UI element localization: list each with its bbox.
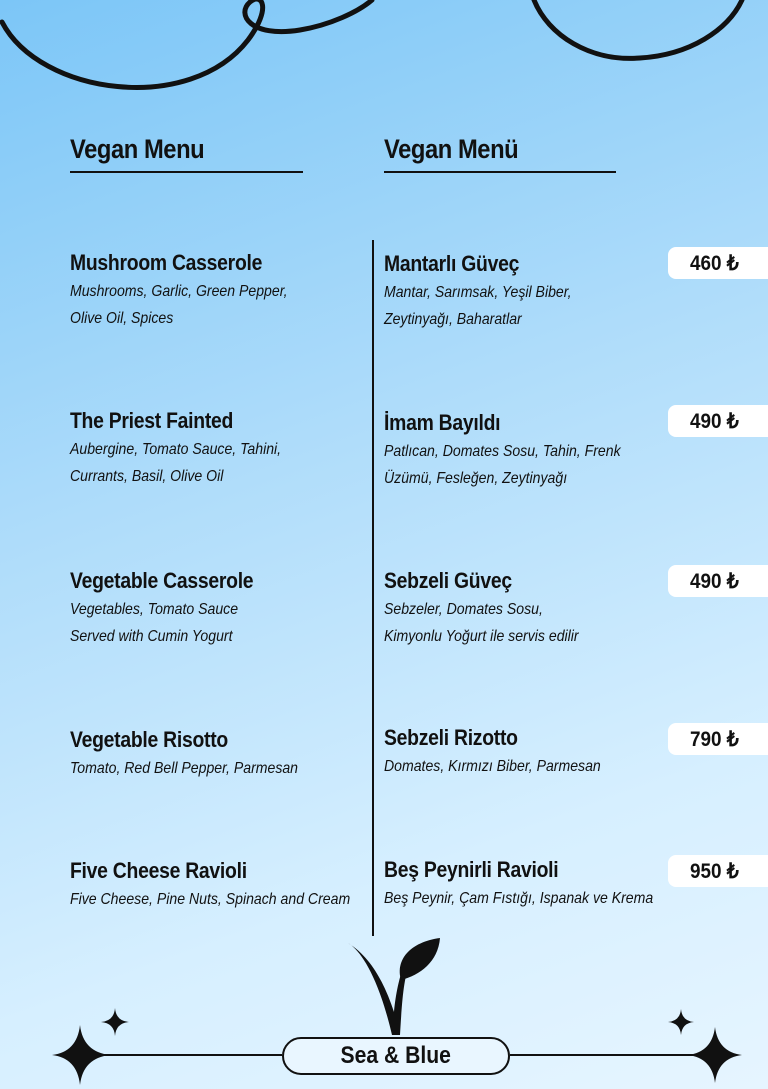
item-name: Sebzeli Güveç [384,568,512,593]
item-name: Vegetable Risotto [70,727,228,752]
item-description: Mushrooms, Garlic, Green Pepper, Olive Oil, Spices [70,283,288,327]
item-name: Five Cheese Ravioli [70,858,247,883]
menu-item-en [70,727,400,782]
heading-underline-english [70,171,303,173]
menu-item-en [70,408,400,490]
heading-english: Vegan Menu [70,134,205,164]
sparkle-star-icon [101,1008,129,1036]
price-tag: 460 ₺ [668,247,768,279]
item-name: Sebzeli Rizotto [384,725,518,750]
sparkle-star-icon [668,1009,694,1035]
item-description: Aubergine, Tomato Sauce, Tahini, Currants, Basil, Olive Oil [70,441,282,485]
menu-item-en [70,568,400,650]
sparkle-star-icon [52,1025,110,1085]
sparkle-star-icon [688,1027,742,1083]
menu-item-tr [384,568,714,650]
item-description: Domates, Kırmızı Biber, Parmesan [384,758,601,775]
item-name: Mantarlı Güveç [384,251,520,276]
item-name: Vegetable Casserole [70,568,254,593]
vegan-v-leaf-icon [348,938,440,1035]
item-name: Beş Peynirli Ravioli [384,857,559,882]
item-name: The Priest Fainted [70,408,234,433]
price-tag: 490 ₺ [668,565,768,597]
heading-underline-turkish [384,171,616,173]
item-description: Five Cheese, Pine Nuts, Spinach and Cream [70,891,351,908]
item-description: Mantar, Sarımsak, Yeşil Biber, Zeytinyağı, Baharatlar [384,284,572,328]
item-description: Tomato, Red Bell Pepper, Parmesan [70,760,299,777]
swirl-decoration [0,0,768,110]
heading-turkish: Vegan Menü [384,134,519,164]
item-description: Patlıcan, Domates Sosu, Tahin, Frenk Üzümü, Fesleğen, Zeytinyağı [384,443,621,487]
brand-name: Sea & Blue [282,1037,510,1075]
menu-item-tr [384,251,714,333]
menu-item-en [70,858,430,913]
price-tag: 950 ₺ [668,855,768,887]
item-name: Mushroom Casserole [70,250,263,275]
menu-item-tr [384,410,714,492]
item-description: Vegetables, Tomato Sauce Served with Cumin Yogurt [70,601,239,645]
item-description: Sebzeler, Domates Sosu, Kimyonlu Yoğurt ile servis edilir [384,601,579,645]
menu-item-en [70,250,400,332]
item-name: İmam Bayıldı [384,410,501,435]
menu-item-tr [384,725,714,780]
price-tag: 490 ₺ [668,405,768,437]
price-tag: 790 ₺ [668,723,768,755]
item-description: Beş Peynir, Çam Fıstığı, Ispanak ve Krema [384,890,654,907]
